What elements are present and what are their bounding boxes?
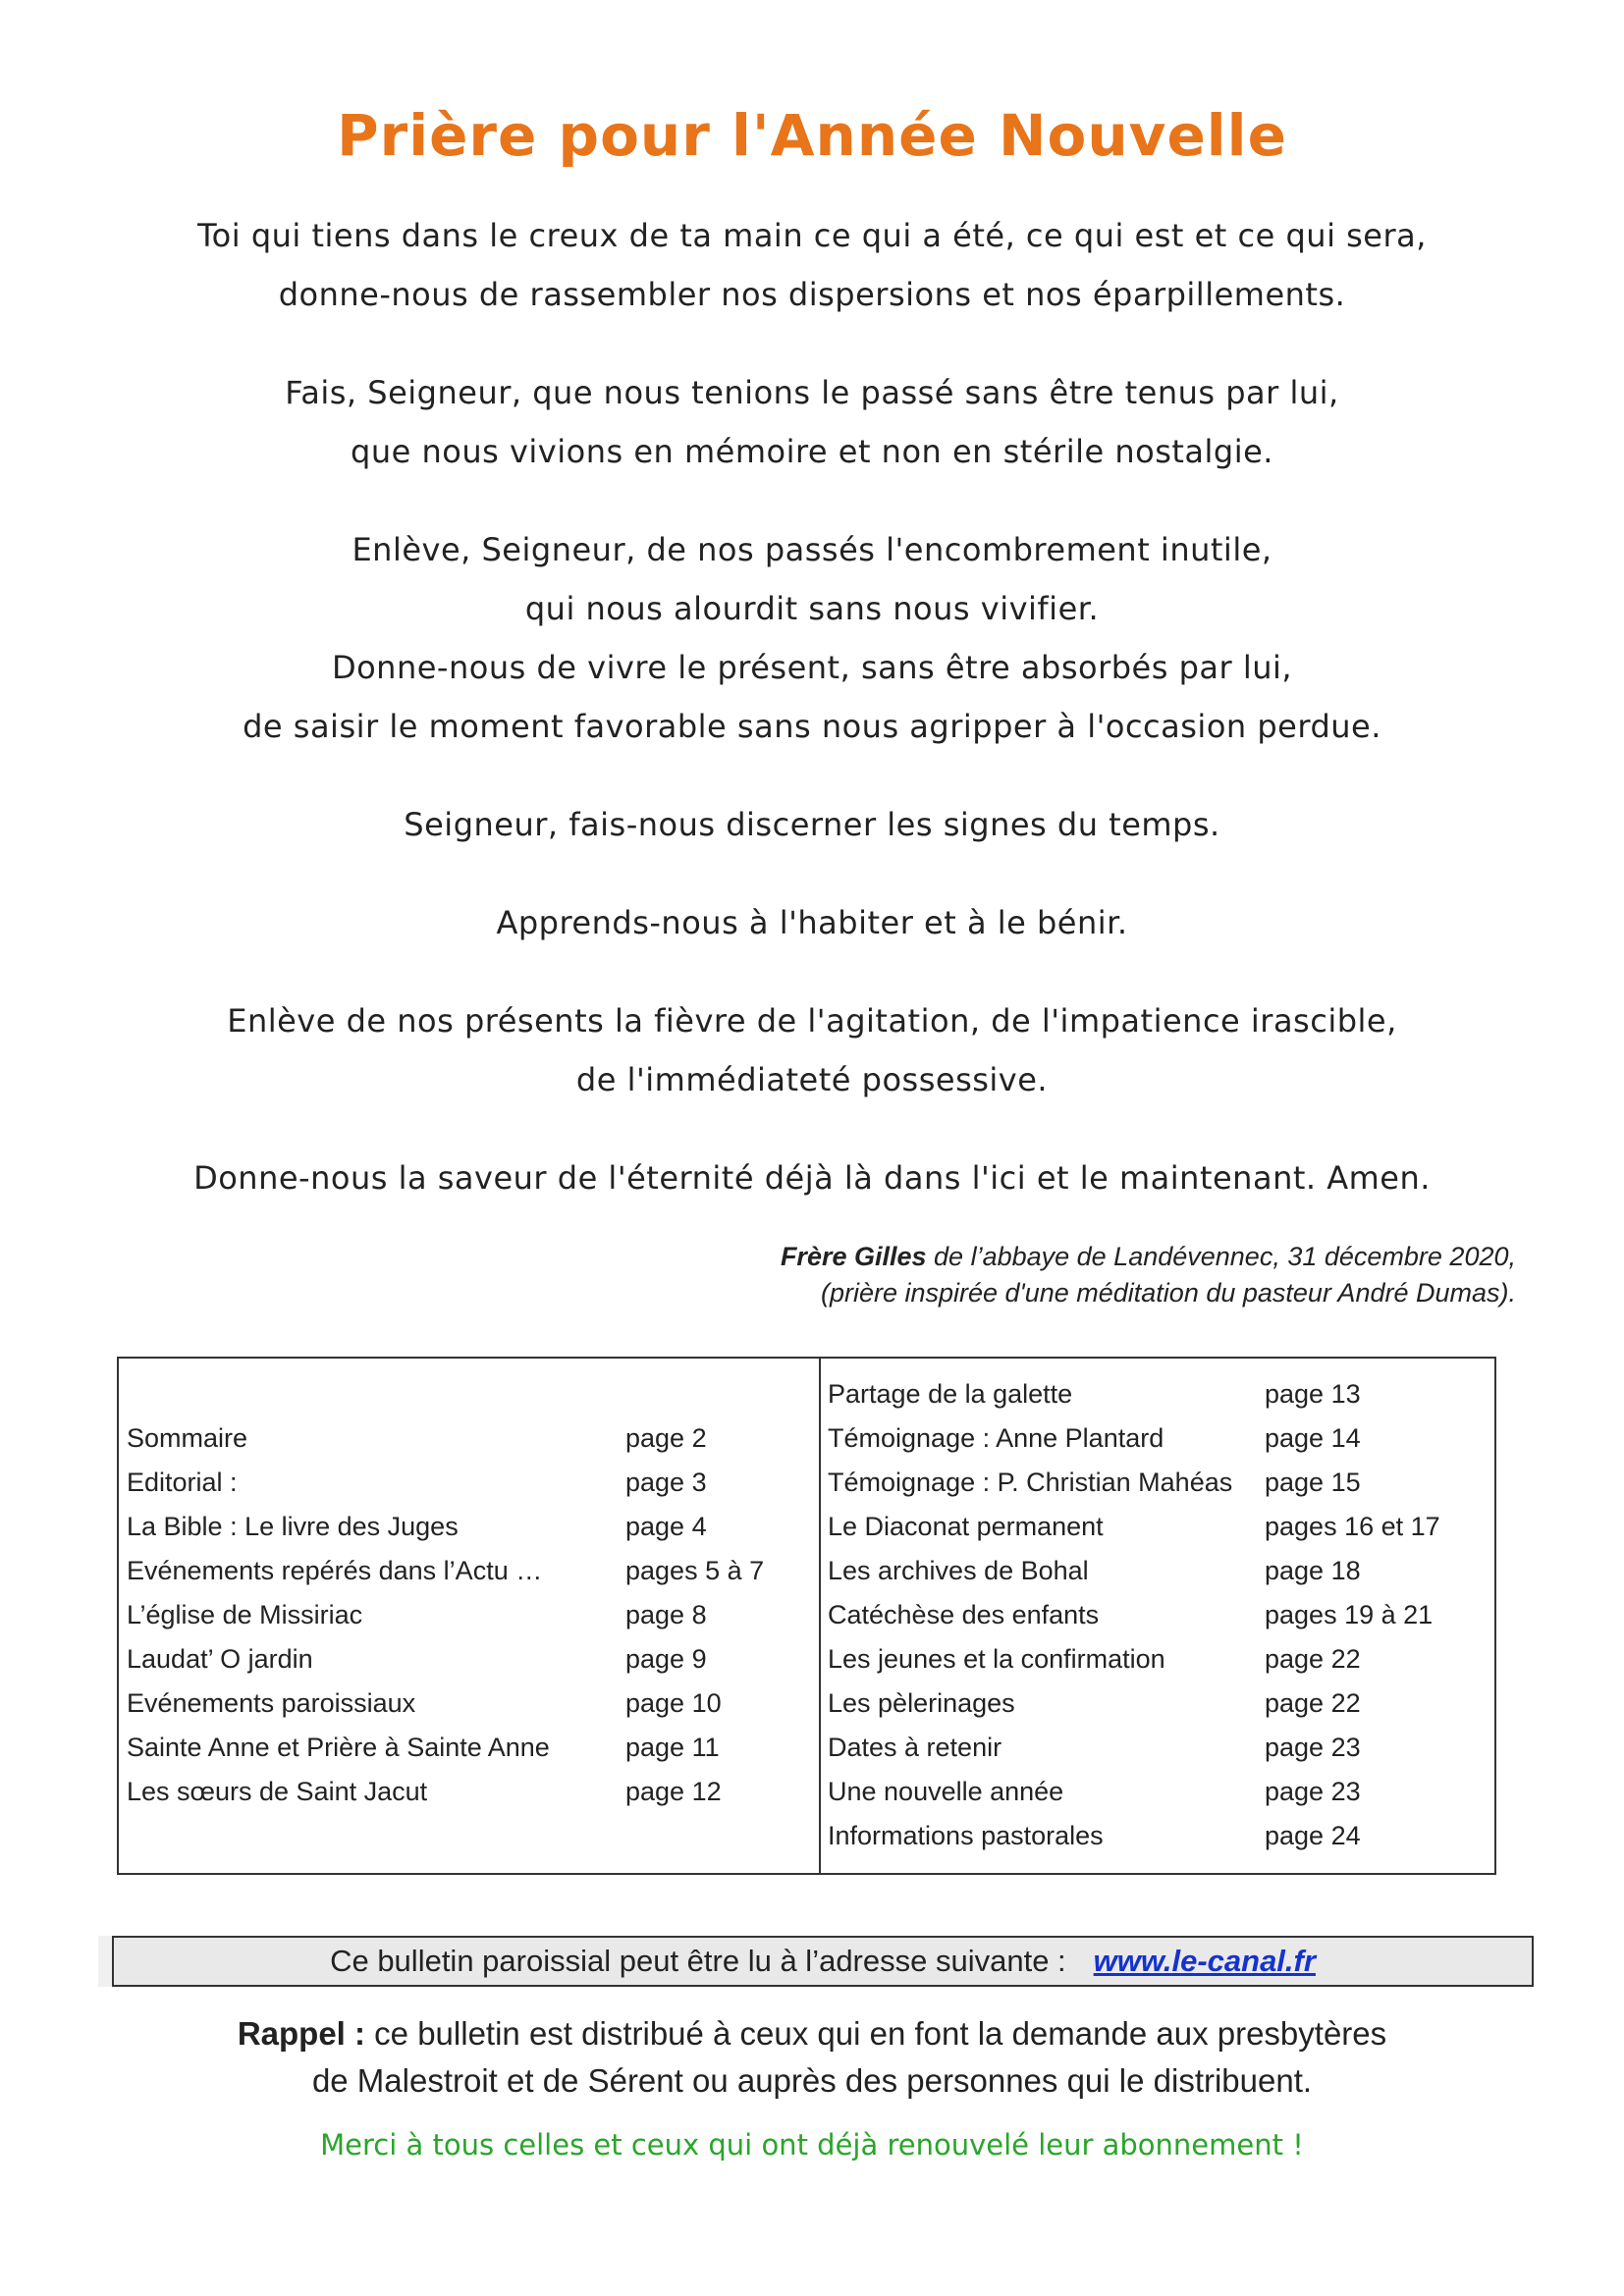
prayer-line: donne-nous de rassembler nos dispersions et nos éparpillements. — [278, 276, 1346, 313]
prayer-line: Seigneur, fais-nous discerner les signes du temps. — [404, 806, 1220, 843]
reminder-line-1 — [0, 2010, 1624, 2057]
reminder-label: Rappel : — [237, 2015, 366, 2052]
toc-page: page 3 — [625, 1468, 707, 1497]
toc-label: Informations pastorales — [828, 1821, 1104, 1850]
toc-page: page 23 — [1265, 1733, 1361, 1762]
toc-label: Les sœurs de Saint Jacut — [127, 1777, 428, 1806]
prayer-line: de saisir le moment favorable sans nous agripper à l'occasion perdue. — [243, 708, 1381, 745]
toc-page: page 15 — [1265, 1468, 1361, 1497]
toc-row — [828, 1682, 1440, 1726]
toc-row — [127, 1416, 764, 1461]
toc-label: Partage de la galette — [828, 1379, 1073, 1409]
prayer-line: que nous vivions en mémoire et non en stérile nostalgie. — [351, 433, 1273, 470]
reminder — [0, 2010, 1624, 2105]
reminder-line-2: de Malestroit et de Sérent ou auprès des personnes qui le distribuent. — [311, 2062, 1313, 2099]
toc-page: page 10 — [625, 1688, 722, 1718]
toc-page: pages 5 à 7 — [625, 1556, 765, 1585]
banner-text: Ce bulletin paroissial peut être lu à l’adresse suivante : — [330, 1944, 1066, 1978]
toc-row — [828, 1372, 1440, 1416]
toc-page: page 14 — [1265, 1423, 1361, 1453]
toc-row — [828, 1770, 1440, 1814]
attribution-line-2: (prière inspirée d'une méditation du pasteur André Dumas). — [820, 1278, 1516, 1308]
toc-page: page 12 — [625, 1777, 722, 1806]
toc-page: page 2 — [625, 1423, 707, 1453]
prayer-stanza — [59, 1148, 1565, 1207]
toc-row — [127, 1637, 764, 1682]
prayer-line: Enlève, Seigneur, de nos passés l'encombrement inutile, — [352, 531, 1272, 568]
toc-page: page 8 — [625, 1600, 707, 1629]
toc-label: Les archives de Bohal — [828, 1556, 1089, 1585]
toc-page: page 23 — [1265, 1777, 1361, 1806]
toc-page: page 11 — [625, 1733, 720, 1762]
toc-row — [127, 1505, 764, 1549]
toc-row — [828, 1461, 1440, 1505]
attribution-line-1 — [781, 1239, 1516, 1275]
prayer-text — [59, 206, 1565, 1247]
toc-row — [828, 1814, 1440, 1858]
toc-row — [127, 1726, 764, 1770]
toc-row — [828, 1726, 1440, 1770]
page-title: Prière pour l'Année Nouvelle — [337, 102, 1287, 169]
website-banner — [112, 1936, 1534, 1987]
toc-label: Editorial : — [127, 1468, 238, 1497]
toc-page: page 22 — [1265, 1644, 1361, 1674]
toc-label: Evénements repérés dans l’Actu … — [127, 1556, 543, 1585]
toc-page: pages 16 et 17 — [1265, 1512, 1440, 1541]
toc-row — [828, 1505, 1440, 1549]
prayer-stanza — [59, 795, 1565, 854]
toc-page: page 4 — [625, 1512, 707, 1541]
toc-row — [127, 1461, 764, 1505]
prayer-line: de l'immédiateté possessive. — [575, 1061, 1049, 1098]
toc-label: Témoignage : P. Christian Mahéas — [828, 1468, 1233, 1497]
prayer-line: Toi qui tiens dans le creux de ta main ce qui a été, ce qui est et ce qui sera, — [197, 217, 1427, 254]
toc-page: page 24 — [1265, 1821, 1361, 1850]
toc-page: page 9 — [625, 1644, 707, 1674]
prayer-line: Fais, Seigneur, que nous tenions le passé sans être tenus par lui, — [285, 374, 1339, 411]
attribution — [781, 1239, 1516, 1311]
toc-label: Sommaire — [127, 1423, 248, 1453]
toc-label: Le Diaconat permanent — [828, 1512, 1104, 1541]
toc-page: page 22 — [1265, 1688, 1361, 1718]
thanks-message: Merci à tous celles et ceux qui ont déjà renouvelé leur abonnement ! — [320, 2128, 1304, 2162]
prayer-stanza — [59, 893, 1565, 952]
prayer-line: Donne-nous la saveur de l'éternité déjà là dans l'ici et le maintenant. Amen. — [193, 1159, 1431, 1197]
toc-label: L’église de Missiriac — [127, 1600, 363, 1629]
toc-left-column — [127, 1416, 764, 1814]
toc-divider — [819, 1359, 821, 1873]
reminder-text: ce bulletin est distribué à ceux qui en font la demande aux presbytères — [365, 2015, 1387, 2052]
toc-row — [828, 1416, 1440, 1461]
toc-label: Dates à retenir — [828, 1733, 1002, 1762]
toc-row — [127, 1682, 764, 1726]
toc-label: Catéchèse des enfants — [828, 1600, 1100, 1629]
prayer-stanza — [59, 206, 1565, 324]
toc-page: page 13 — [1265, 1379, 1361, 1409]
attribution-author: Frère Gilles — [780, 1242, 927, 1271]
attribution-source: de l’abbaye de Landévennec, 31 décembre 2020, — [926, 1242, 1516, 1271]
website-link[interactable]: www.le-canal.fr — [1093, 1944, 1316, 1978]
toc-page: page 18 — [1265, 1556, 1361, 1585]
toc-row — [828, 1637, 1440, 1682]
toc-label: Laudat’ O jardin — [127, 1644, 313, 1674]
toc-label: Sainte Anne et Prière à Sainte Anne — [127, 1733, 550, 1762]
toc-label: Une nouvelle année — [828, 1777, 1064, 1806]
toc-label: La Bible : Le livre des Juges — [127, 1512, 459, 1541]
toc-right-column — [828, 1372, 1440, 1858]
toc-label: Les pèlerinages — [828, 1688, 1015, 1718]
toc-row — [828, 1549, 1440, 1593]
toc-row — [127, 1770, 764, 1814]
prayer-stanza — [59, 520, 1565, 756]
toc-row — [828, 1593, 1440, 1637]
table-of-contents — [117, 1357, 1496, 1875]
toc-page: pages 19 à 21 — [1265, 1600, 1434, 1629]
banner-shadow — [98, 1936, 112, 1987]
prayer-line: qui nous alourdit sans nous vivifier. — [524, 590, 1100, 627]
prayer-line: Enlève de nos présents la fièvre de l'agitation, de l'impatience irascible, — [227, 1002, 1397, 1040]
prayer-stanza — [59, 991, 1565, 1109]
prayer-line: Donne-nous de vivre le présent, sans être absorbés par lui, — [331, 649, 1293, 686]
toc-row — [127, 1593, 764, 1637]
toc-label: Evénements paroissiaux — [127, 1688, 416, 1718]
toc-label: Témoignage : Anne Plantard — [828, 1423, 1164, 1453]
toc-label: Les jeunes et la confirmation — [828, 1644, 1165, 1674]
toc-row — [127, 1549, 764, 1593]
prayer-stanza — [59, 363, 1565, 481]
prayer-line: Apprends-nous à l'habiter et à le bénir. — [496, 904, 1128, 941]
